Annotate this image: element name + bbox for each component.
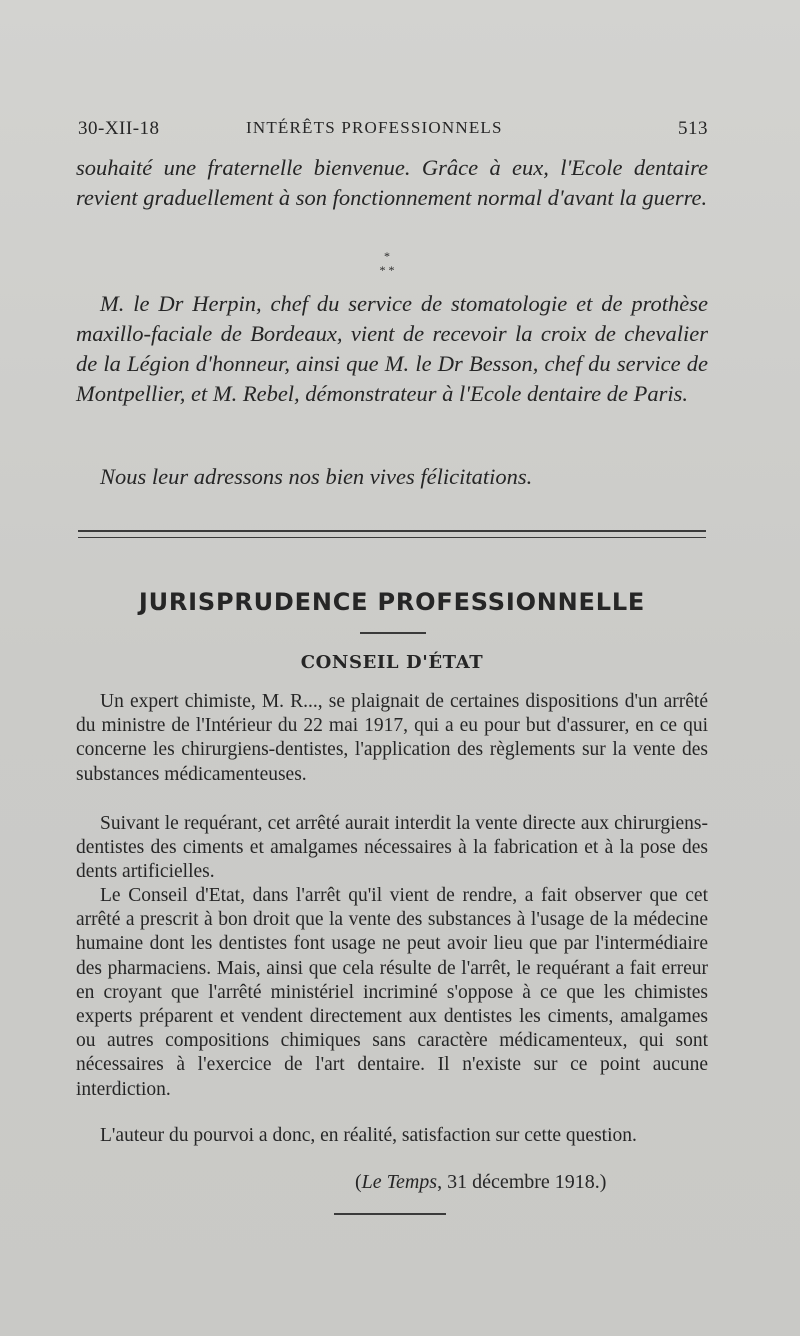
asterism-separator: * * *: [379, 249, 395, 277]
citation: (Le Temps, 31 décembre 1918.): [355, 1171, 607, 1193]
end-rule: [334, 1213, 446, 1215]
body-paragraph: Suivant le requérant, cet arrêté aurait interdit la vente directe aux chirurgiens-dentistes des ciments et amalgames nécessaires à la fabrication et à la pose des dents artificielles.: [76, 813, 708, 883]
section-subtitle: CONSEIL D'ÉTAT: [300, 652, 484, 673]
body-paragraph: Un expert chimiste, M. R..., se plaignait de certaines dispositions d'un arrêté du ministre de l'Intérieur du 22 mai 1917, qui a eu pour but d'assurer, en ce qui concerne les chirurgiens-dentistes, l'application des règlements sur la vente des substances médicamenteuses.: [76, 691, 708, 785]
page-number: 513: [678, 118, 708, 139]
citation-source: Le Temps: [361, 1171, 438, 1193]
body-paragraph: Le Conseil d'Etat, dans l'arrêt qu'il vient de rendre, a fait observer que cet arrêté a prescrit à bon droit que la vente des substances à l'usage de la médecine humaine dont les dentistes font usage ne peut avoir lieu que par l'intermédiaire des pharmaciens. Mais, ainsi que cela résulte de l'arrêt, le requérant a fait erreur en croyant que l'arrêté ministériel incriminé s'oppose à ce que les chimistes experts préparent et vendent directement aux dentistes les ciments, amalgames ou autres compositions chimiques sans caractère médicamenteux, qui sont nécessaires à l'exercice de l'art dentaire. Il n'existe sur ce point aucune interdiction.: [76, 885, 708, 1100]
intro-paragraph-congratulations: Nous leur adressons nos bien vives félicitations.: [100, 464, 533, 489]
body-paragraph: L'auteur du pourvoi a donc, en réalité, satisfaction sur cette question.: [100, 1125, 637, 1146]
intro-paragraph-award: M. le Dr Herpin, chef du service de stomatologie et de prothèse maxillo-faciale de Bordeaux, vient de recevoir la croix de chevalier de la Légion d'honneur, ainsi que M. le Dr Besson, chef du service de Montpellier, et M. Rebel, démonstrateur à l'Ecole dentaire de Paris.: [76, 291, 708, 406]
citation-date: 31 décembre 1918.: [447, 1171, 600, 1193]
intro-paragraph-continuation: souhaité une fraternelle bienvenue. Grâce à eux, l'Ecole dentaire revient graduellement à son fonctionnement normal d'avant la guerre.: [76, 155, 708, 210]
running-title: INTÉRÊTS PROFESSIONNELS: [246, 118, 503, 137]
section-title: JURISPRUDENCE PROFESSIONNELLE: [138, 588, 646, 616]
title-underline: [360, 632, 426, 634]
issue-date: 30-XII-18: [78, 118, 160, 139]
section-divider: [78, 530, 706, 538]
page-header: [78, 118, 708, 144]
